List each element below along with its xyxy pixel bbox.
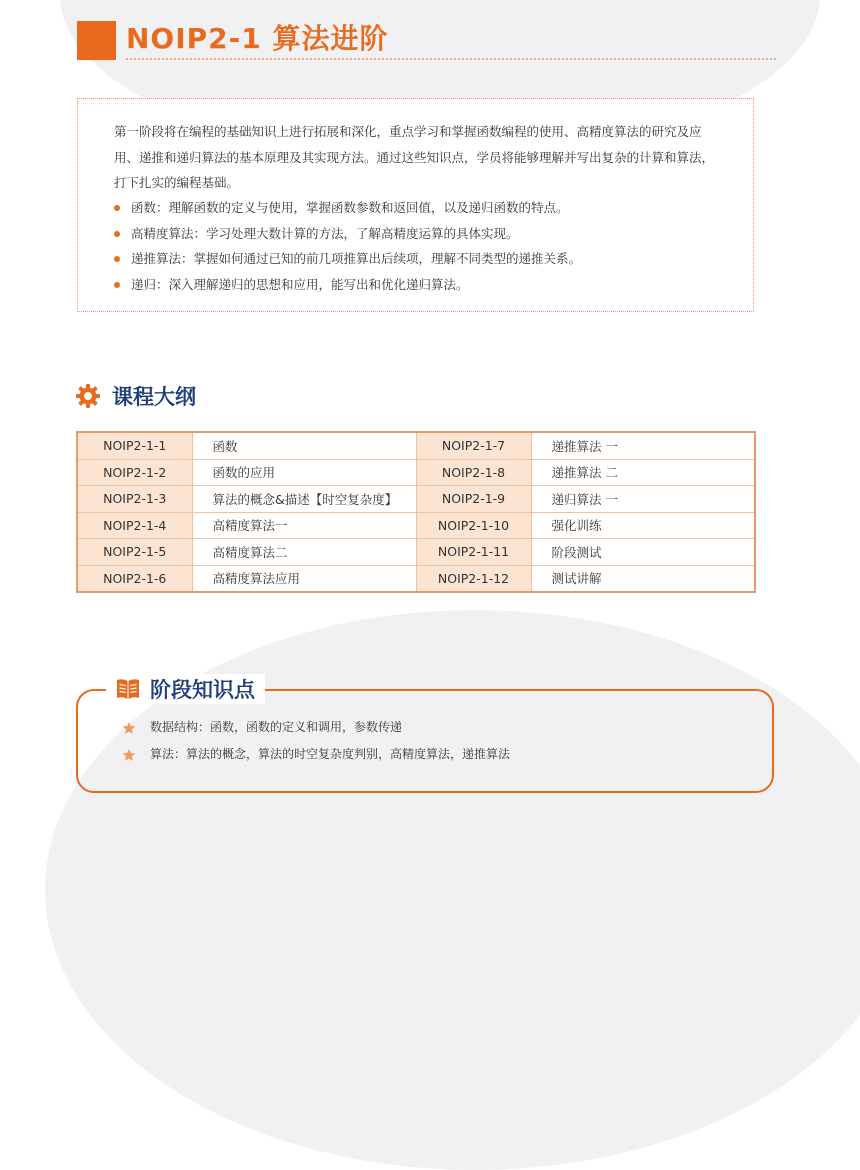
knowledge-header (106, 674, 265, 704)
table-row (77, 486, 755, 513)
knowledge-item (122, 741, 510, 768)
lesson-name: 递推算法 一 (531, 432, 755, 459)
table-row (77, 432, 755, 459)
lesson-name: 测试讲解 (531, 565, 755, 592)
intro-bullet-text: 高精度算法：学习处理大数计算的方法，了解高精度运算的具体实现。 (131, 225, 519, 241)
intro-bullet (114, 221, 734, 247)
lesson-name: 高精度算法应用 (192, 565, 416, 592)
star-icon (122, 721, 136, 735)
table-row (77, 539, 755, 566)
intro-bullet-text: 递归：深入理解递归的思想和应用，能写出和优化递归算法。 (131, 276, 469, 292)
lesson-name: 函数的应用 (192, 459, 416, 486)
lesson-code: NOIP2-1-9 (416, 486, 531, 513)
lesson-code: NOIP2-1-12 (416, 565, 531, 592)
lesson-code: NOIP2-1-3 (77, 486, 192, 513)
lesson-name: 函数 (192, 432, 416, 459)
lesson-code: NOIP2-1-10 (416, 512, 531, 539)
syllabus-table (76, 431, 756, 593)
table-row (77, 512, 755, 539)
title-marker (77, 21, 116, 60)
knowledge-heading: 阶段知识点 (150, 678, 255, 702)
intro-bullet (114, 272, 734, 298)
lesson-name: 算法的概念&描述【时空复杂度】 (192, 486, 416, 513)
knowledge-item-text: 数据结构：函数，函数的定义和调用，参数传递 (150, 720, 403, 734)
intro-bullet (114, 195, 734, 221)
lesson-name: 高精度算法二 (192, 539, 416, 566)
bullet-dot-icon (114, 205, 120, 211)
knowledge-item (122, 714, 510, 741)
bullet-dot-icon (114, 282, 120, 288)
lesson-code: NOIP2-1-7 (416, 432, 531, 459)
lesson-code: NOIP2-1-2 (77, 459, 192, 486)
intro-bullet-text: 函数：理解函数的定义与使用，掌握函数参数和返回值，以及递归函数的特点。 (131, 200, 569, 215)
lesson-code: NOIP2-1-6 (77, 565, 192, 592)
table-row (77, 459, 755, 486)
lesson-code: NOIP2-1-1 (77, 432, 192, 459)
lesson-name: 强化训练 (531, 512, 755, 539)
lesson-code: NOIP2-1-4 (77, 512, 192, 539)
lesson-name: 递推算法 二 (531, 459, 755, 486)
bullet-dot-icon (114, 256, 120, 262)
intro-paragraph: 第一阶段将在编程的基础知识上进行拓展和深化，重点学习和掌握函数编程的使用、高精度算法的研究及应用、递推和递归算法的基本原理及其实现方法。通过这些知识点，学员将能够理解并写出复杂的计算和算法，打下扎实的编程基础。 (114, 124, 715, 190)
lesson-code: NOIP2-1-8 (416, 459, 531, 486)
book-icon (116, 678, 140, 700)
bullet-dot-icon (114, 231, 120, 237)
table-row (77, 565, 755, 592)
intro-box (77, 98, 754, 312)
lesson-code: NOIP2-1-11 (416, 539, 531, 566)
star-icon (122, 748, 136, 762)
intro-bullet (114, 246, 734, 272)
knowledge-item-text: 算法：算法的概念，算法的时空复杂度判别，高精度算法，递推算法 (150, 747, 511, 761)
lesson-name: 阶段测试 (531, 539, 755, 566)
page-title: NOIP2-1 算法进阶 (126, 22, 389, 55)
intro-bullet-text: 递推算法：掌握如何通过已知的前几项推算出后续项，理解不同类型的递推关系。 (131, 251, 582, 266)
lesson-name: 递归算法 一 (531, 486, 755, 513)
syllabus-heading: 课程大纲 (112, 385, 196, 409)
gear-icon (76, 384, 100, 408)
lesson-name: 高精度算法一 (192, 512, 416, 539)
knowledge-list (122, 714, 510, 768)
lesson-code: NOIP2-1-5 (77, 539, 192, 566)
intro-bullet-list (114, 195, 734, 297)
title-divider (126, 58, 776, 60)
